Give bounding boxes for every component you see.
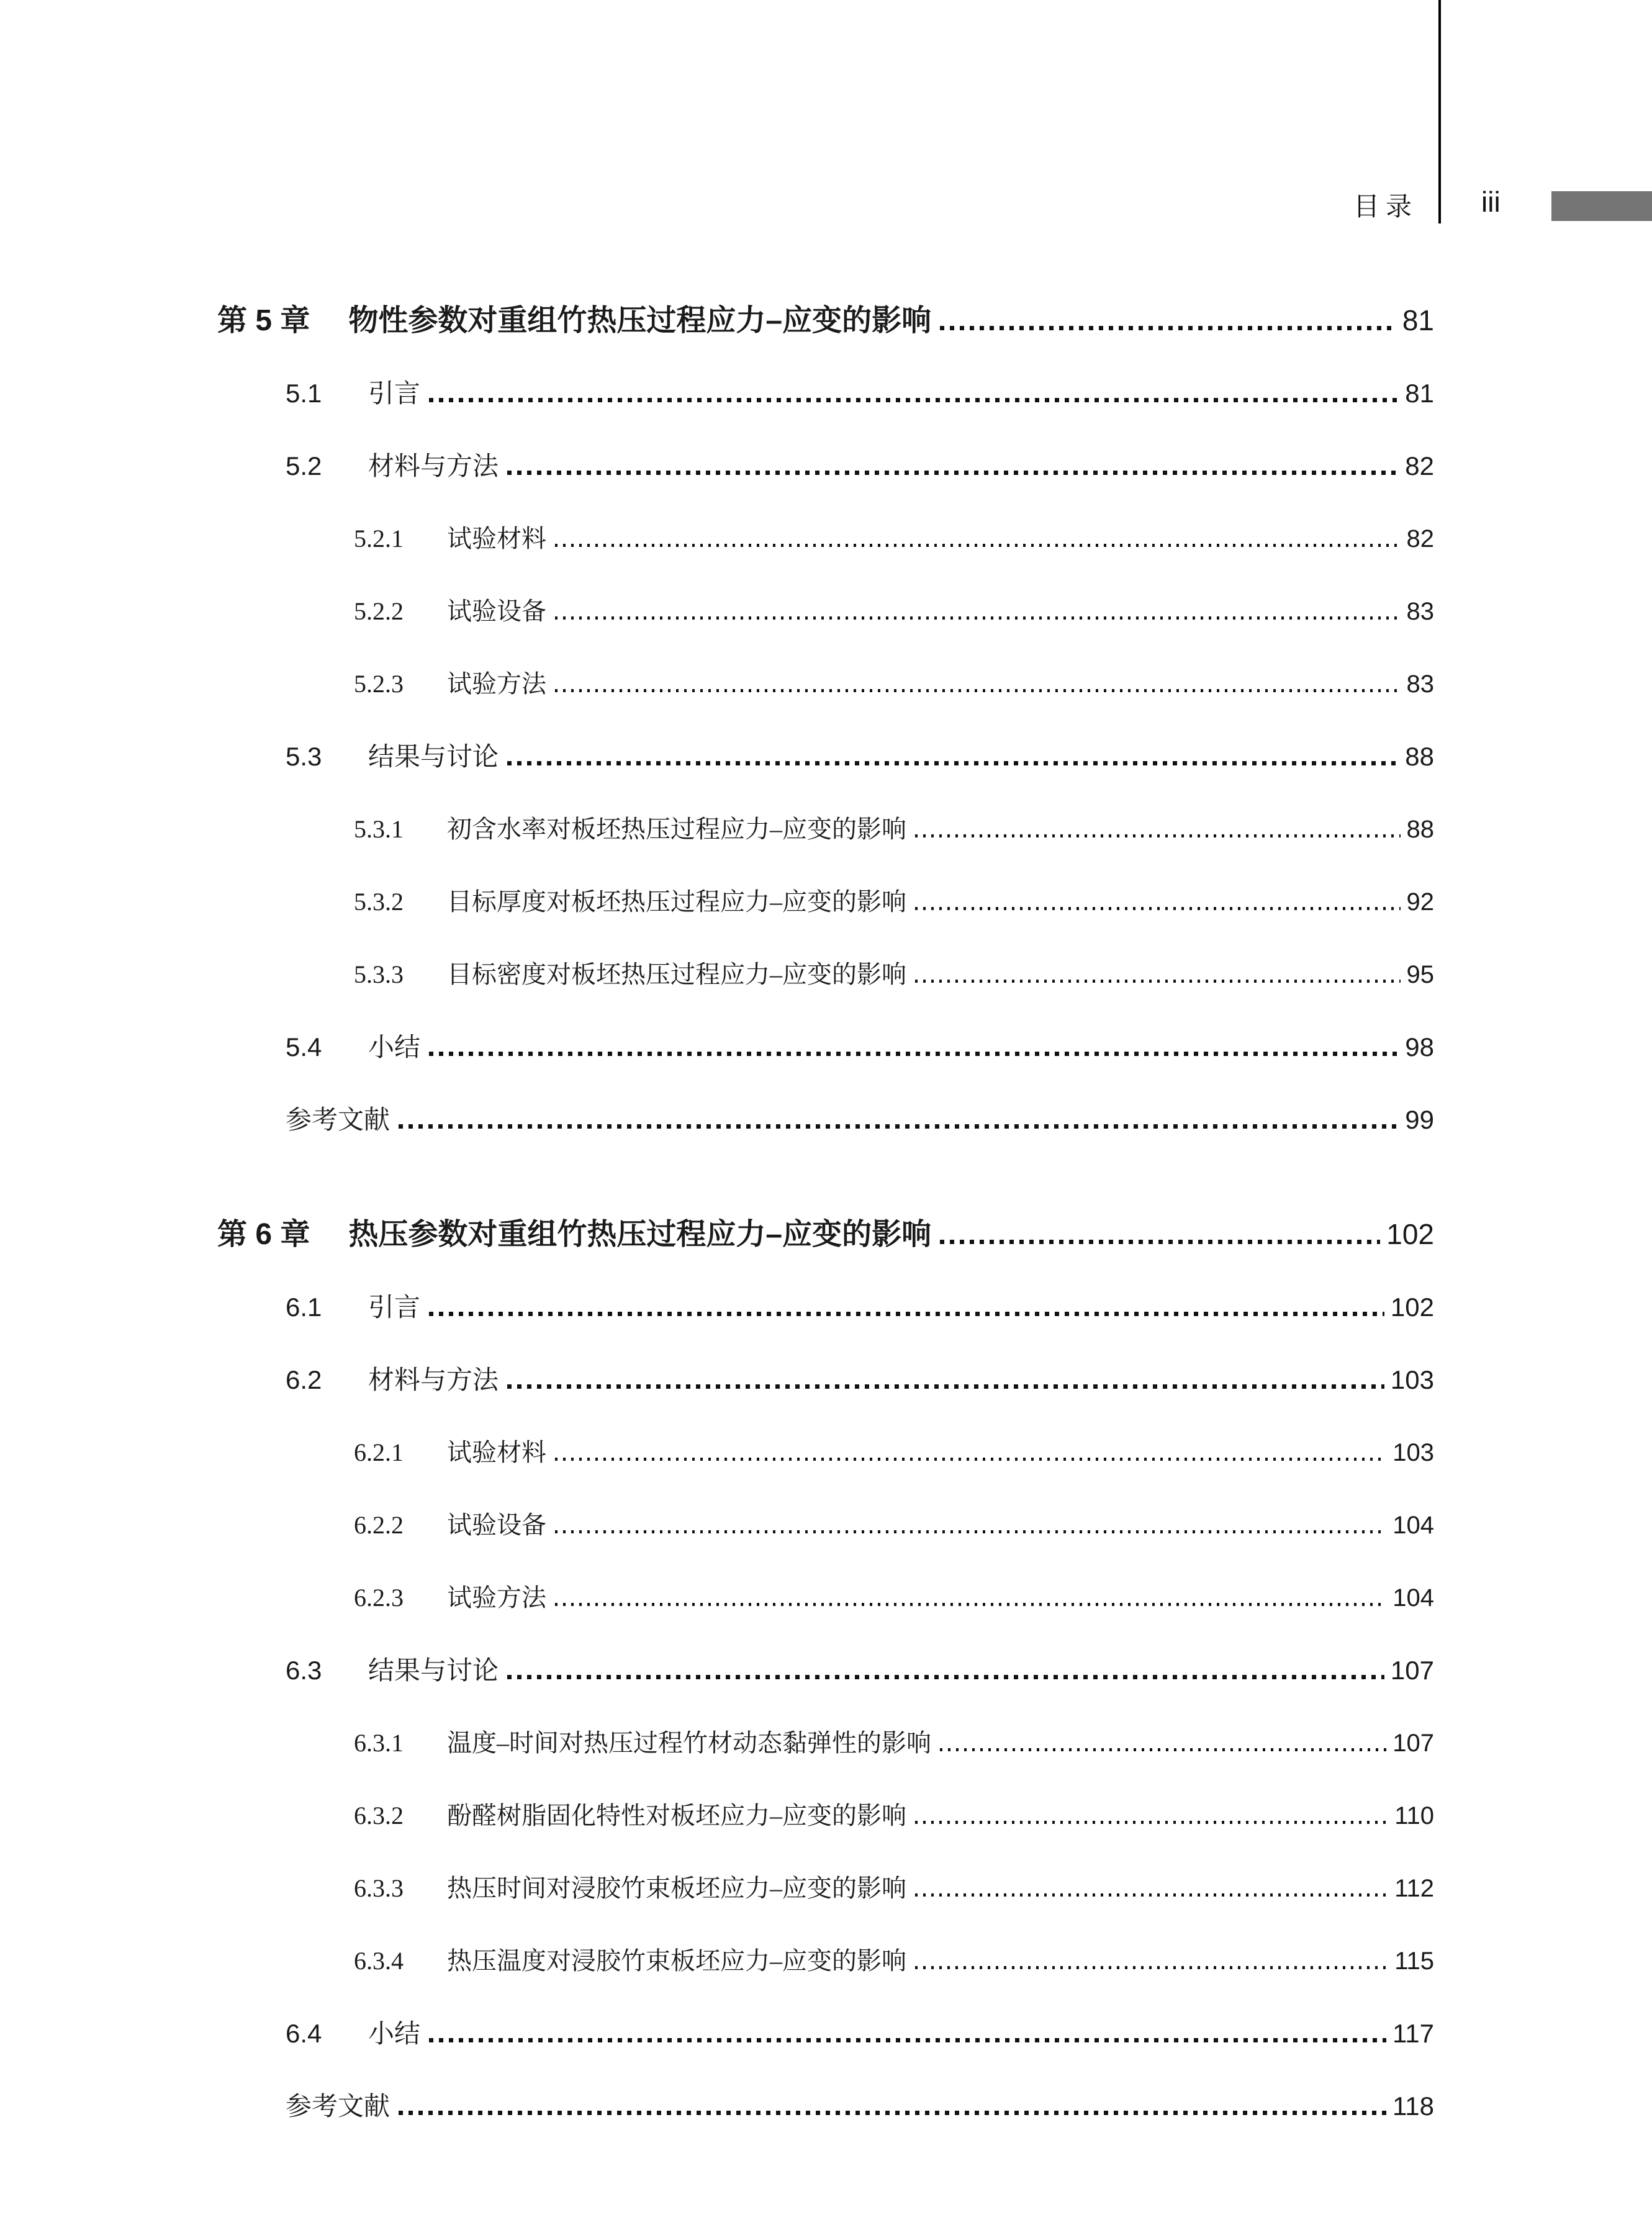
dot-leader: [555, 1603, 1386, 1606]
entry-page-number: 104: [1392, 1584, 1434, 1612]
entry-page-number: 88: [1406, 816, 1434, 843]
toc-entry-row[interactable]: [217, 1271, 1434, 1343]
entry-number: 5.2.1: [354, 525, 404, 553]
entry-page-number: 82: [1405, 451, 1434, 480]
toc-chapter-row[interactable]: [217, 284, 1434, 357]
dot-leader: [507, 761, 1399, 765]
entry-title: 参考文献: [286, 2091, 390, 2121]
dot-leader: [940, 1748, 1386, 1751]
toc-entry-row[interactable]: [217, 1852, 1434, 1924]
dot-leader: [940, 1240, 1380, 1244]
toc-entry-row[interactable]: [217, 1011, 1434, 1083]
entry-page-number: 83: [1406, 598, 1434, 625]
chapter-page-number: 81: [1402, 304, 1434, 336]
toc-entry-row[interactable]: [217, 647, 1434, 720]
entry-number: 6.2: [286, 1365, 322, 1394]
dot-leader: [555, 544, 1401, 547]
header-page-number: iii: [1481, 186, 1501, 218]
toc-entry-row[interactable]: [217, 2070, 1434, 2142]
entry-number: 5.2.2: [354, 597, 404, 625]
toc: [217, 284, 1434, 2142]
entry-title: 热压温度对浸胶竹束板坯应力–应变的影响: [447, 1947, 906, 1975]
entry-page-number: 118: [1392, 2091, 1434, 2121]
entry-page-number: 95: [1406, 961, 1434, 988]
entry-title: 目标厚度对板坯热压过程应力–应变的影响: [447, 888, 906, 916]
entry-page-number: 102: [1390, 1292, 1434, 1322]
dot-leader: [507, 471, 1399, 475]
entry-title: 小结: [368, 2019, 421, 2048]
chapter-number: 第 5 章: [217, 304, 310, 337]
entry-title: 结果与讨论: [368, 1656, 499, 1685]
entry-number: 5.2: [286, 451, 322, 480]
entry-number: 6.3: [286, 1656, 322, 1685]
entry-title: 结果与讨论: [368, 742, 499, 771]
toc-entry-row[interactable]: [217, 1343, 1434, 1416]
entry-page-number: 104: [1392, 1512, 1434, 1539]
entry-page-number: 98: [1405, 1032, 1434, 1062]
entry-page-number: 107: [1392, 1730, 1434, 1757]
entry-title: 试验方法: [447, 1584, 546, 1612]
entry-title: 材料与方法: [368, 451, 499, 480]
entry-page-number: 110: [1394, 1802, 1434, 1829]
dot-leader: [429, 1052, 1399, 1056]
entry-title: 试验材料: [447, 525, 546, 553]
chapter-title: 热压参数对重组竹热压过程应力–应变的影响: [348, 1218, 932, 1251]
entry-number: 5.3.2: [354, 888, 404, 916]
dot-leader: [915, 1893, 1388, 1897]
entry-number: 6.2.2: [354, 1511, 404, 1539]
entry-title: 引言: [368, 379, 421, 408]
dot-leader: [555, 616, 1401, 620]
dot-leader: [915, 834, 1401, 837]
entry-number: 6.4: [286, 2019, 322, 2048]
toc-entry-row[interactable]: [217, 502, 1434, 575]
dot-leader: [429, 2038, 1386, 2042]
entry-number: 6.3.3: [354, 1874, 404, 1902]
entry-title: 参考文献: [286, 1105, 390, 1134]
entry-title: 温度–时间对热压过程竹材动态黏弹性的影响: [447, 1729, 931, 1757]
toc-entry-row[interactable]: [217, 1997, 1434, 2070]
entry-page-number: 81: [1405, 379, 1434, 408]
toc-entry-row[interactable]: [217, 1924, 1434, 1997]
toc-chapter-row[interactable]: [217, 1198, 1434, 1271]
entry-page-number: 115: [1394, 1947, 1434, 1975]
dot-leader: [915, 1966, 1388, 1969]
entry-page-number: 83: [1406, 670, 1434, 698]
entry-number: 6.3.2: [354, 1802, 404, 1829]
entry-page-number: 103: [1390, 1365, 1434, 1394]
entry-number: 5.2.3: [354, 670, 404, 698]
toc-entry-row[interactable]: [217, 1561, 1434, 1634]
toc-entry-row[interactable]: [217, 1489, 1434, 1561]
chapter-number: 第 6 章: [217, 1218, 310, 1251]
entry-number: 6.1: [286, 1292, 322, 1322]
entry-page-number: 112: [1394, 1875, 1434, 1902]
toc-entry-row[interactable]: [217, 938, 1434, 1011]
entry-number: 5.3.3: [354, 960, 404, 988]
dot-leader: [915, 1821, 1388, 1824]
running-header: [0, 0, 1652, 236]
toc-entry-row[interactable]: [217, 430, 1434, 502]
entry-title: 材料与方法: [368, 1365, 499, 1394]
dot-leader: [399, 1124, 1399, 1129]
dot-leader: [555, 1530, 1386, 1533]
chapter-title: 物性参数对重组竹热压过程应力–应变的影响: [348, 304, 932, 337]
entry-page-number: 92: [1406, 888, 1434, 916]
toc-entry-row[interactable]: [217, 1083, 1434, 1156]
dot-leader: [507, 1675, 1384, 1679]
toc-entry-row[interactable]: [217, 720, 1434, 793]
entry-page-number: 103: [1392, 1439, 1434, 1466]
entry-page-number: 82: [1406, 525, 1434, 553]
entry-page-number: 88: [1405, 742, 1434, 771]
chapter-tab-marker: [1551, 191, 1652, 221]
entry-title: 初含水率对板坯热压过程应力–应变的影响: [447, 815, 906, 843]
entry-number: 5.3.1: [354, 815, 404, 843]
dot-leader: [940, 326, 1396, 330]
header-title: 目录: [1353, 192, 1419, 221]
entry-number: 5.3: [286, 742, 322, 771]
entry-title: 引言: [368, 1292, 421, 1322]
entry-page-number: 99: [1405, 1105, 1434, 1134]
toc-chapter-block: [217, 1198, 1434, 2142]
entry-number: 6.2.3: [354, 1584, 404, 1612]
dot-leader: [429, 398, 1399, 402]
toc-entry-row[interactable]: [217, 865, 1434, 938]
toc-entry-row[interactable]: [217, 575, 1434, 647]
dot-leader: [555, 1458, 1386, 1461]
entry-number: 6.2.1: [354, 1438, 404, 1466]
entry-number: 5.4: [286, 1032, 322, 1062]
entry-title: 目标密度对板坯热压过程应力–应变的影响: [447, 960, 906, 988]
toc-entry-row[interactable]: [217, 793, 1434, 865]
toc-entry-row[interactable]: [217, 357, 1434, 430]
toc-entry-row[interactable]: [217, 1707, 1434, 1779]
chapter-page-number: 102: [1386, 1218, 1434, 1250]
entry-title: 试验设备: [447, 1511, 546, 1539]
dot-leader: [429, 1312, 1384, 1316]
toc-entry-row[interactable]: [217, 1416, 1434, 1489]
entry-page-number: 117: [1392, 2019, 1434, 2048]
toc-chapter-block: [217, 284, 1434, 1156]
header-divider: [1438, 0, 1441, 223]
dot-leader: [915, 907, 1401, 910]
dot-leader: [399, 2111, 1386, 2115]
toc-entry-row[interactable]: [217, 1634, 1434, 1707]
entry-number: 6.3.1: [354, 1729, 404, 1757]
entry-page-number: 107: [1390, 1656, 1434, 1685]
entry-title: 小结: [368, 1032, 421, 1062]
toc-entry-row[interactable]: [217, 1779, 1434, 1852]
entry-number: 5.1: [286, 379, 322, 408]
dot-leader: [507, 1384, 1384, 1389]
dot-leader: [915, 980, 1401, 983]
dot-leader: [555, 689, 1401, 692]
entry-title: 试验材料: [447, 1438, 546, 1466]
entry-title: 试验方法: [447, 670, 546, 698]
entry-title: 热压时间对浸胶竹束板坯应力–应变的影响: [447, 1874, 906, 1902]
entry-number: 6.3.4: [354, 1947, 404, 1975]
entry-title: 试验设备: [447, 597, 546, 625]
entry-title: 酚醛树脂固化特性对板坯应力–应变的影响: [447, 1802, 906, 1829]
